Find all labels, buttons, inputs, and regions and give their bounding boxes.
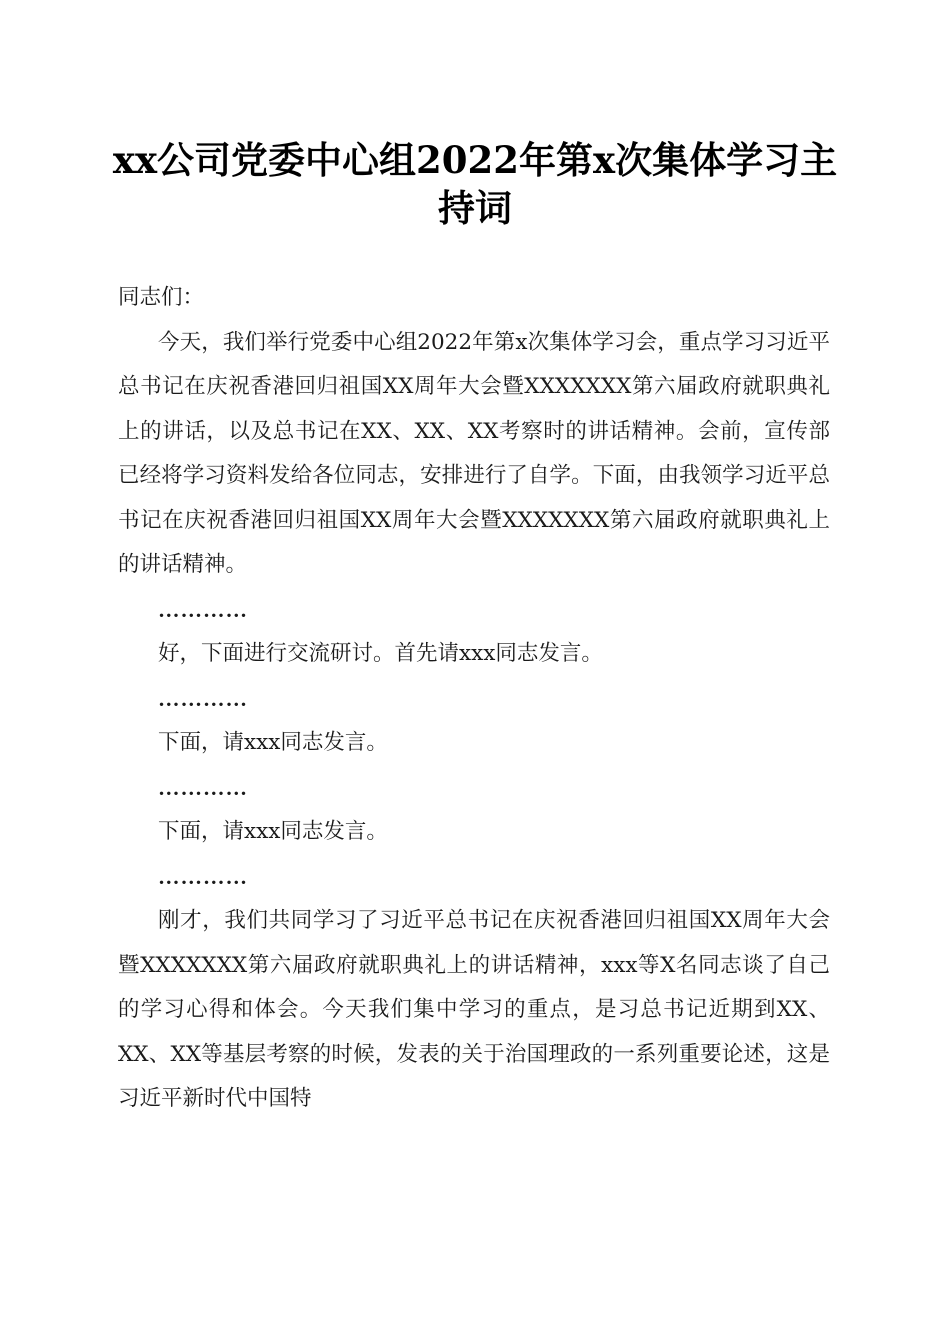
ellipsis-separator: ………… — [158, 864, 248, 889]
paragraph-speaker: 下面，请xxx同志发言。 — [158, 819, 388, 844]
document-body — [118, 276, 830, 1122]
ellipsis-separator: ………… — [158, 597, 248, 622]
paragraph-discussion: 好，下面进行交流研讨。首先请xxx同志发言。 — [158, 641, 603, 666]
paragraph-intro: 今天，我们举行党委中心组2022年第x次集体学习会，重点学习习近平总书记在庆祝香港回归祖国XX周年大会暨XXXXXXX第六届政府就职典礼上的讲话，以及总书记在XX、XX、XX考察时的讲话精神。会前，宣传部已经将学习资料发给各位同志，安排进行了自学。下面，由我领学习近平总书记在庆祝香港回归祖国XX周年大会暨XXXXXXX第六届政府就职典礼上的讲话精神。 — [118, 329, 830, 577]
document-title: xx公司党委中心组2022年第x次集体学习主持词 — [112, 138, 838, 230]
ellipsis-separator: ………… — [158, 775, 248, 800]
paragraph-speaker: 下面，请xxx同志发言。 — [158, 730, 388, 755]
paragraph-summary: 刚才，我们共同学习了习近平总书记在庆祝香港回归祖国XX周年大会暨XXXXXXX第六届政府就职典礼上的讲话精神，xxx等X名同志谈了自己的学习心得和体会。今天我们集中学习的重点，是习总书记近期到XX、XX、XX等基层考察的时候，发表的关于治国理政的一系列重要论述，这是习近平新时代中国特 — [118, 908, 830, 1111]
salutation: 同志们： — [118, 285, 205, 310]
ellipsis-separator: ………… — [158, 686, 248, 711]
